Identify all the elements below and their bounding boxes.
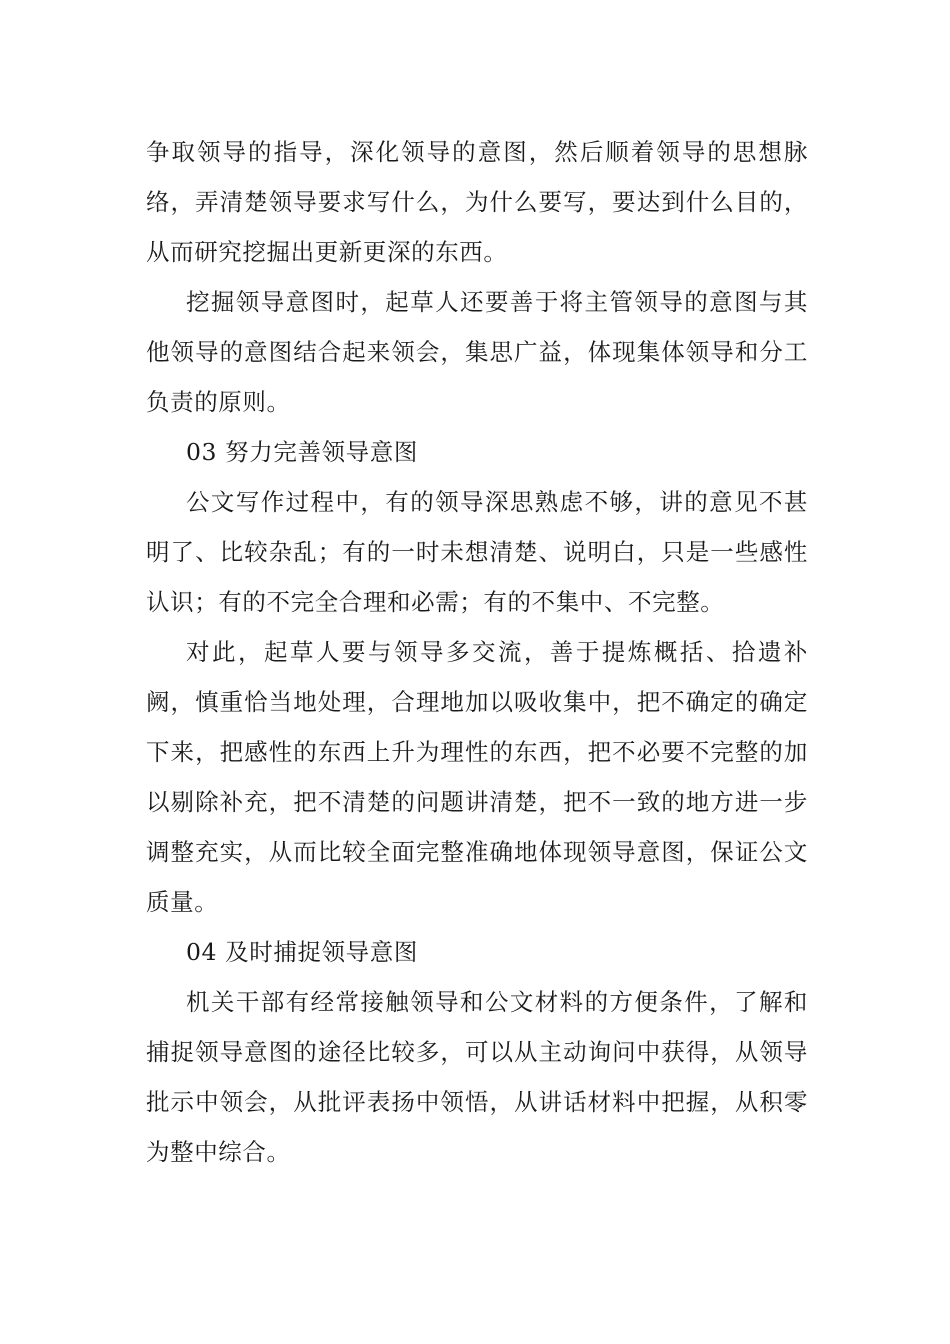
paragraph-drafter-response: 对此，起草人要与领导多交流，善于提炼概括、拾遗补阙，慎重恰当地处理，合理地加以吸收集中，把不确定的确定下来，把感性的东西上升为理性的东西，把不必要不完整的加以剔除补充，把不清楚的问题讲清楚，把不一致的地方进一步调整充实，从而比较全面完整准确地体现领导意图，保证公文质量。 (146, 638, 808, 916)
section-heading-04: 04 及时捕捉领导意图 (186, 938, 418, 966)
paragraph-leader-intent-integration: 挖掘领导意图时，起草人还要善于将主管领导的意图与其他领导的意图结合起来领会，集思广益，体现集体领导和分工负责的原则。 (146, 288, 808, 416)
paragraph-capture-intent: 机关干部有经常接触领导和公文材料的方便条件，了解和捕捉领导意图的途径比较多，可以从主动询问中获得，从领导批示中领会，从批评表扬中领悟，从讲话材料中把握，从积零为整中综合。 (146, 988, 808, 1166)
paragraph-writing-process: 公文写作过程中，有的领导深思熟虑不够，讲的意见不甚明了、比较杂乱；有的一时未想清楚、说明白，只是一些感性认识；有的不完全合理和必需；有的不集中、不完整。 (146, 488, 808, 616)
section-heading-03: 03 努力完善领导意图 (186, 438, 418, 466)
paragraph-continuation: 争取领导的指导，深化领导的意图，然后顺着领导的思想脉络，弄清楚领导要求写什么，为什么要写，要达到什么目的，从而研究挖掘出更新更深的东西。 (146, 138, 808, 266)
document-body (146, 127, 808, 1177)
